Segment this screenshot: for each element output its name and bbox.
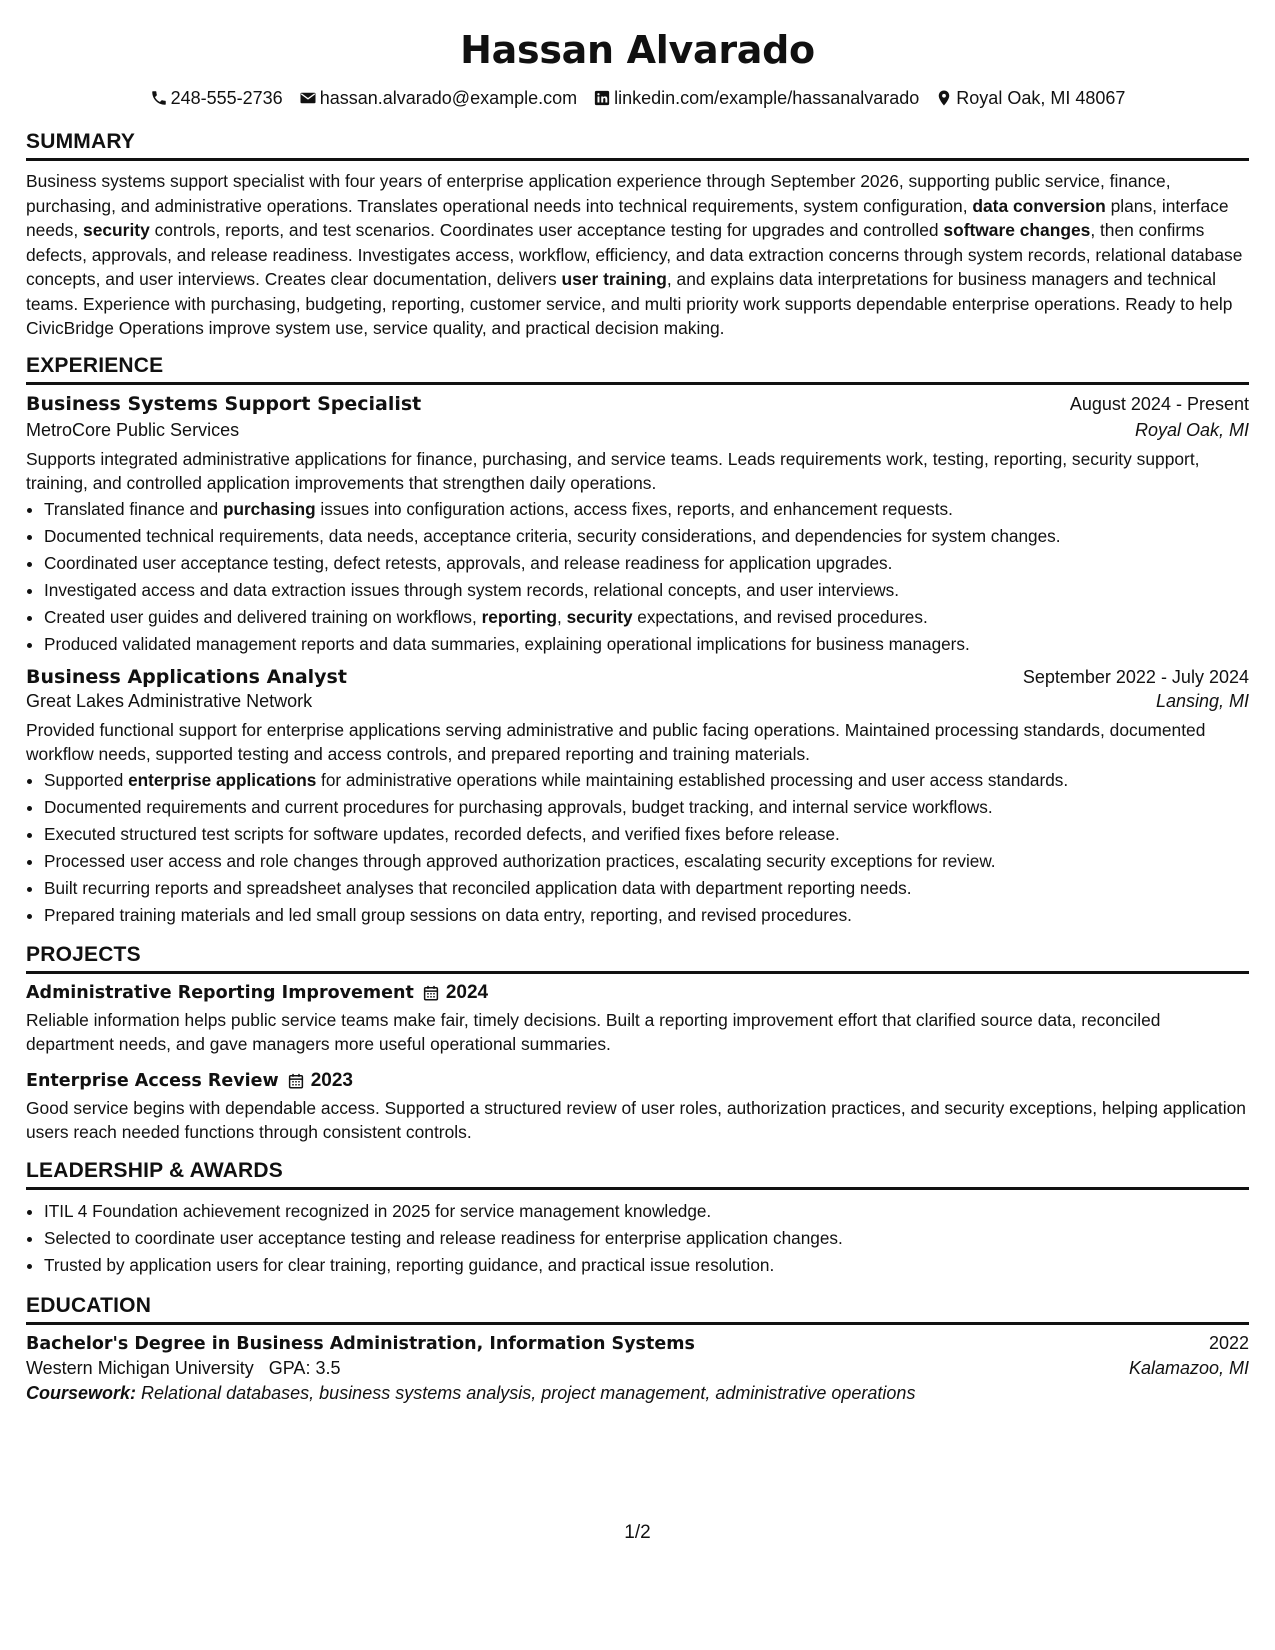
section-title-projects: PROJECTS <box>26 943 1249 974</box>
bullet-item: • Translated finance and purchasing issues into configuration actions, access fixes, reports, and enhancement requests. <box>44 496 1249 523</box>
bullet-item: • Supported enterprise applications for administrative operations while maintaining established processing and user access standards. <box>44 767 1249 794</box>
contact-email[interactable] <box>299 88 577 109</box>
project-description: Good service begins with dependable access. Supported a structured review of user roles, authorization practices, and security exceptions, helping application users reach needed functions through consistent controls. <box>26 1097 1246 1142</box>
awards-list <box>26 1198 1249 1279</box>
bullet-item: • Investigated access and data extraction issues through system records, relational concepts, and user interviews. <box>44 577 1249 604</box>
job-title: Business Systems Support Specialist <box>26 392 422 415</box>
summary-text: Business systems support specialist with four years of enterprise application experience through September 2026, supporting public service, finance, purchasing, and administrative operations. Translates operational needs into technical requirements, system configuration, data conversion plans, interface needs, security controls, reports, and test scenarios. Coordinates user acceptance testing for upgrades and controlled software changes, then confirms defects, approvals, and release readiness. Investigates access, workflow, efficiency, and data extraction concerns through system records, relational database concepts, and user interviews. Creates clear documentation, delivers user training, and explains data interpretations for business managers and technical teams. Experience with purchasing, budgeting, reporting, customer service, and multi priority work supports dependable enterprise operations. Ready to help CivicBridge Operations improve system use, service quality, and practical decision making. <box>26 171 1243 338</box>
graduation-year: 2022 <box>1208 1332 1249 1353</box>
project-title: Enterprise Access Review <box>26 1070 279 1091</box>
job-bullets <box>26 496 1249 658</box>
contact-linkedin[interactable] <box>593 88 919 109</box>
project-title: Administrative Reporting Improvement <box>26 982 414 1003</box>
phone-text: 248-555-2736 <box>170 87 283 108</box>
contact-bar <box>26 86 1249 110</box>
job-dates: August 2024 - Present <box>1069 393 1249 414</box>
job-company: Great Lakes Administrative Network <box>26 690 313 711</box>
job-entry <box>26 666 1249 929</box>
project-description: Reliable information helps public service teams make fair, timely decisions. Built a reporting improvement effort that clarified source data, reconciled department needs, and gave managers more useful operational summaries. <box>26 1009 1161 1054</box>
bullet-item: • Produced validated management reports and data summaries, explaining operational implications for business managers. <box>44 631 1249 658</box>
job-location: Lansing, MI <box>1155 690 1249 711</box>
linkedin-icon <box>593 89 611 107</box>
project-year: 2024 <box>422 982 488 1004</box>
bullet-item: • Documented technical requirements, data needs, acceptance criteria, security considerations, and dependencies for system changes. <box>44 523 1249 550</box>
job-dates: September 2022 - July 2024 <box>1022 666 1249 687</box>
summary-section <box>26 130 1249 341</box>
bullet-item: • Executed structured test scripts for software updates, recorded defects, and verified fixes before release. <box>44 821 1249 848</box>
location-text: Royal Oak, MI 48067 <box>956 87 1126 108</box>
education-section <box>26 1294 1249 1404</box>
job-description: Supports integrated administrative applications for finance, purchasing, and service teams. Leads requirements work, testing, reporting, security support, training, and controlled application improvements that strengthen daily operations. <box>26 448 1200 493</box>
award-item: • Selected to coordinate user acceptance testing and release readiness for enterprise application changes. <box>44 1225 1249 1252</box>
degree-title: Bachelor's Degree in Business Administration, Information Systems <box>26 1333 695 1354</box>
job-entry <box>26 393 1249 658</box>
map-pin-icon <box>935 89 953 107</box>
contact-phone <box>150 88 283 109</box>
section-title-experience: EXPERIENCE <box>26 354 1249 385</box>
school-name: Western Michigan University <box>26 1357 254 1378</box>
candidate-name: Hassan Alvarado <box>460 28 815 72</box>
section-title-awards: LEADERSHIP & AWARDS <box>26 1159 1249 1190</box>
linkedin-text[interactable]: linkedin.com/example/hassanalvarado <box>614 87 920 108</box>
coursework <box>26 1383 1249 1404</box>
projects-section <box>26 943 1249 1145</box>
bullet-item: • Processed user access and role changes through approved authorization practices, escalating security exceptions for review. <box>44 848 1249 875</box>
project-year: 2023 <box>287 1070 353 1092</box>
job-description: Provided functional support for enterprise applications serving administrative and public facing operations. Maintained processing standards, documented workflow needs, supported testing and access controls, and prepared reporting and training materials. <box>26 719 1206 764</box>
experience-section <box>26 354 1249 929</box>
award-item: • Trusted by application users for clear training, reporting guidance, and practical issue resolution. <box>44 1252 1249 1279</box>
envelope-icon <box>299 89 317 107</box>
school-line <box>26 1358 340 1379</box>
job-location: Royal Oak, MI <box>1134 419 1249 440</box>
project-entry <box>26 1070 1249 1145</box>
calendar-icon <box>422 984 440 1002</box>
bullet-item: • Built recurring reports and spreadsheet analyses that reconciled application data with department reporting needs. <box>44 875 1249 902</box>
project-entry <box>26 982 1249 1057</box>
contact-location <box>935 88 1125 109</box>
coursework-text: Relational databases, business systems analysis, project management, administrative operations <box>141 1382 916 1403</box>
phone-icon <box>150 89 168 107</box>
section-title-summary: SUMMARY <box>26 130 1249 161</box>
section-title-education: EDUCATION <box>26 1294 1249 1325</box>
email-text[interactable]: hassan.alvarado@example.com <box>319 87 578 108</box>
coursework-label: Coursework: <box>26 1382 137 1403</box>
job-company: MetroCore Public Services <box>26 419 240 440</box>
award-item: • ITIL 4 Foundation achievement recognized in 2025 for service management knowledge. <box>44 1198 1249 1225</box>
page-number: 1/2 <box>624 1522 651 1543</box>
bullet-item: • Documented requirements and current procedures for purchasing approvals, budget tracking, and internal service workflows. <box>44 794 1249 821</box>
school-location: Kalamazoo, MI <box>1128 1357 1249 1378</box>
bullet-item: • Coordinated user acceptance testing, defect retests, approvals, and release readiness for application upgrades. <box>44 550 1249 577</box>
job-title: Business Applications Analyst <box>26 665 347 688</box>
gpa: GPA: 3.5 <box>268 1357 341 1378</box>
bullet-item: • Prepared training materials and led small group sessions on data entry, reporting, and revised procedures. <box>44 902 1249 929</box>
job-bullets <box>26 767 1249 929</box>
bullet-item: • Created user guides and delivered training on workflows, reporting, security expectations, and revised procedures. <box>44 604 1249 631</box>
calendar-icon <box>287 1072 305 1090</box>
resume-page <box>26 0 1249 1404</box>
awards-section <box>26 1159 1249 1279</box>
